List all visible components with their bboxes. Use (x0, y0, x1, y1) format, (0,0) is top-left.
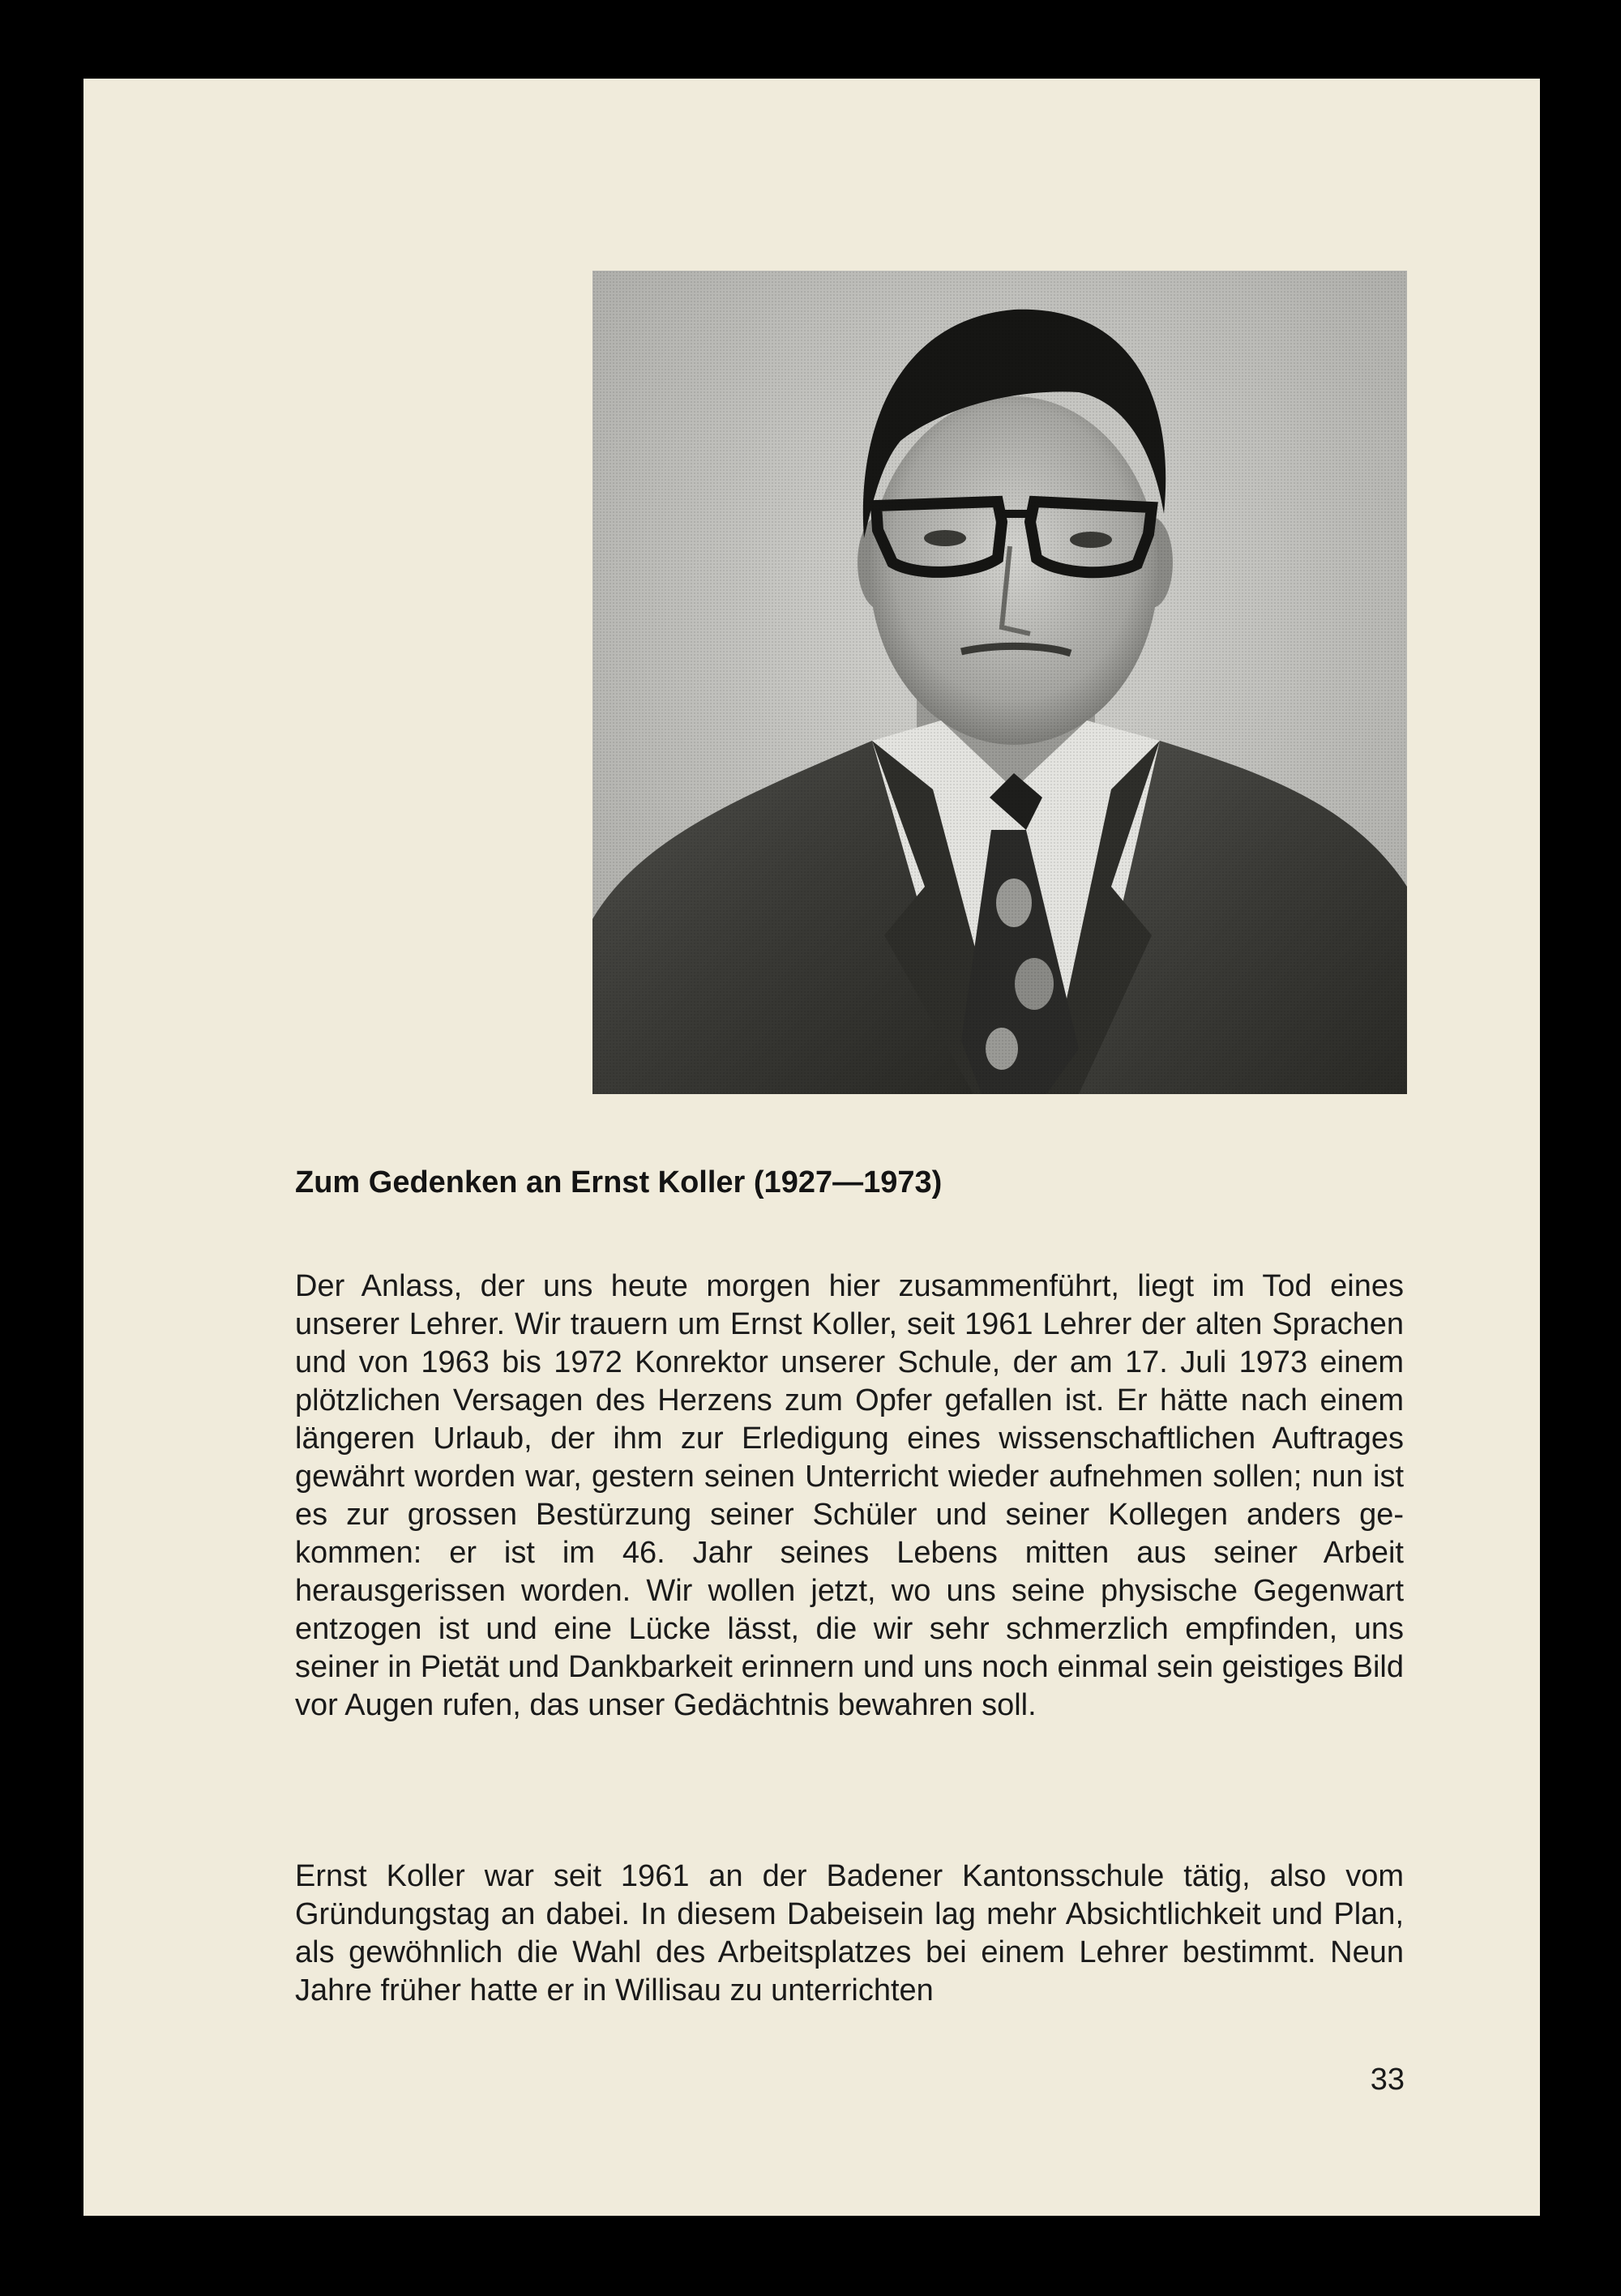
page-number: 33 (1370, 2063, 1405, 2097)
portrait-photo (592, 271, 1407, 1094)
document-page (83, 79, 1540, 2216)
body-paragraph-1: Der Anlass, der uns heute morgen hier zusammenführt, liegt im Tod eines unserer Lehrer. Wir trauern um Ernst Koller, seit 1961 Lehrer der alten Sprachen und von 1963 bis 1972 Konrektor unserer Schule, der am 17. Juli 1973 einem plötzlichen Versagen des Herzens zum Opfer gefallen ist. Er hätte nach einem längeren Urlaub, der ihm zur Erledigung eines wissenschaftlichen Auftrages gewährt worden war, gestern seinen Unterricht wieder aufnehmen sollen; nun ist es zur grossen Bestürzung seiner Schüler und seiner Kollegen anders gekommen: er ist im 46. Jahr seines Lebens mitten aus seiner Arbeit herausgerissen worden. Wir wollen jetzt, wo uns seine physische Gegenwart entzogen ist und eine Lücke lässt, die wir sehr schmerzlich empfinden, uns seiner in Pietät und Dankbarkeit erinnern und uns noch einmal sein geistiges Bild vor Augen rufen, das unser Gedächtnis bewahren soll. (295, 1269, 1404, 1722)
body-paragraph-2: Ernst Koller war seit 1961 an der Badener Kantonsschule tätig, also vom Gründungstag an dabei. In diesem Dabeisein lag mehr Absichtlichkeit und Plan, als gewöhnlich die Wahl des Arbeitsplatzes bei einem Lehrer bestimmt. Neun Jahre früher hatte er in Willisau zu unterrichten (295, 1859, 1404, 2007)
memorial-heading: Zum Gedenken an Ernst Koller (1927—1973) (295, 1165, 943, 1199)
